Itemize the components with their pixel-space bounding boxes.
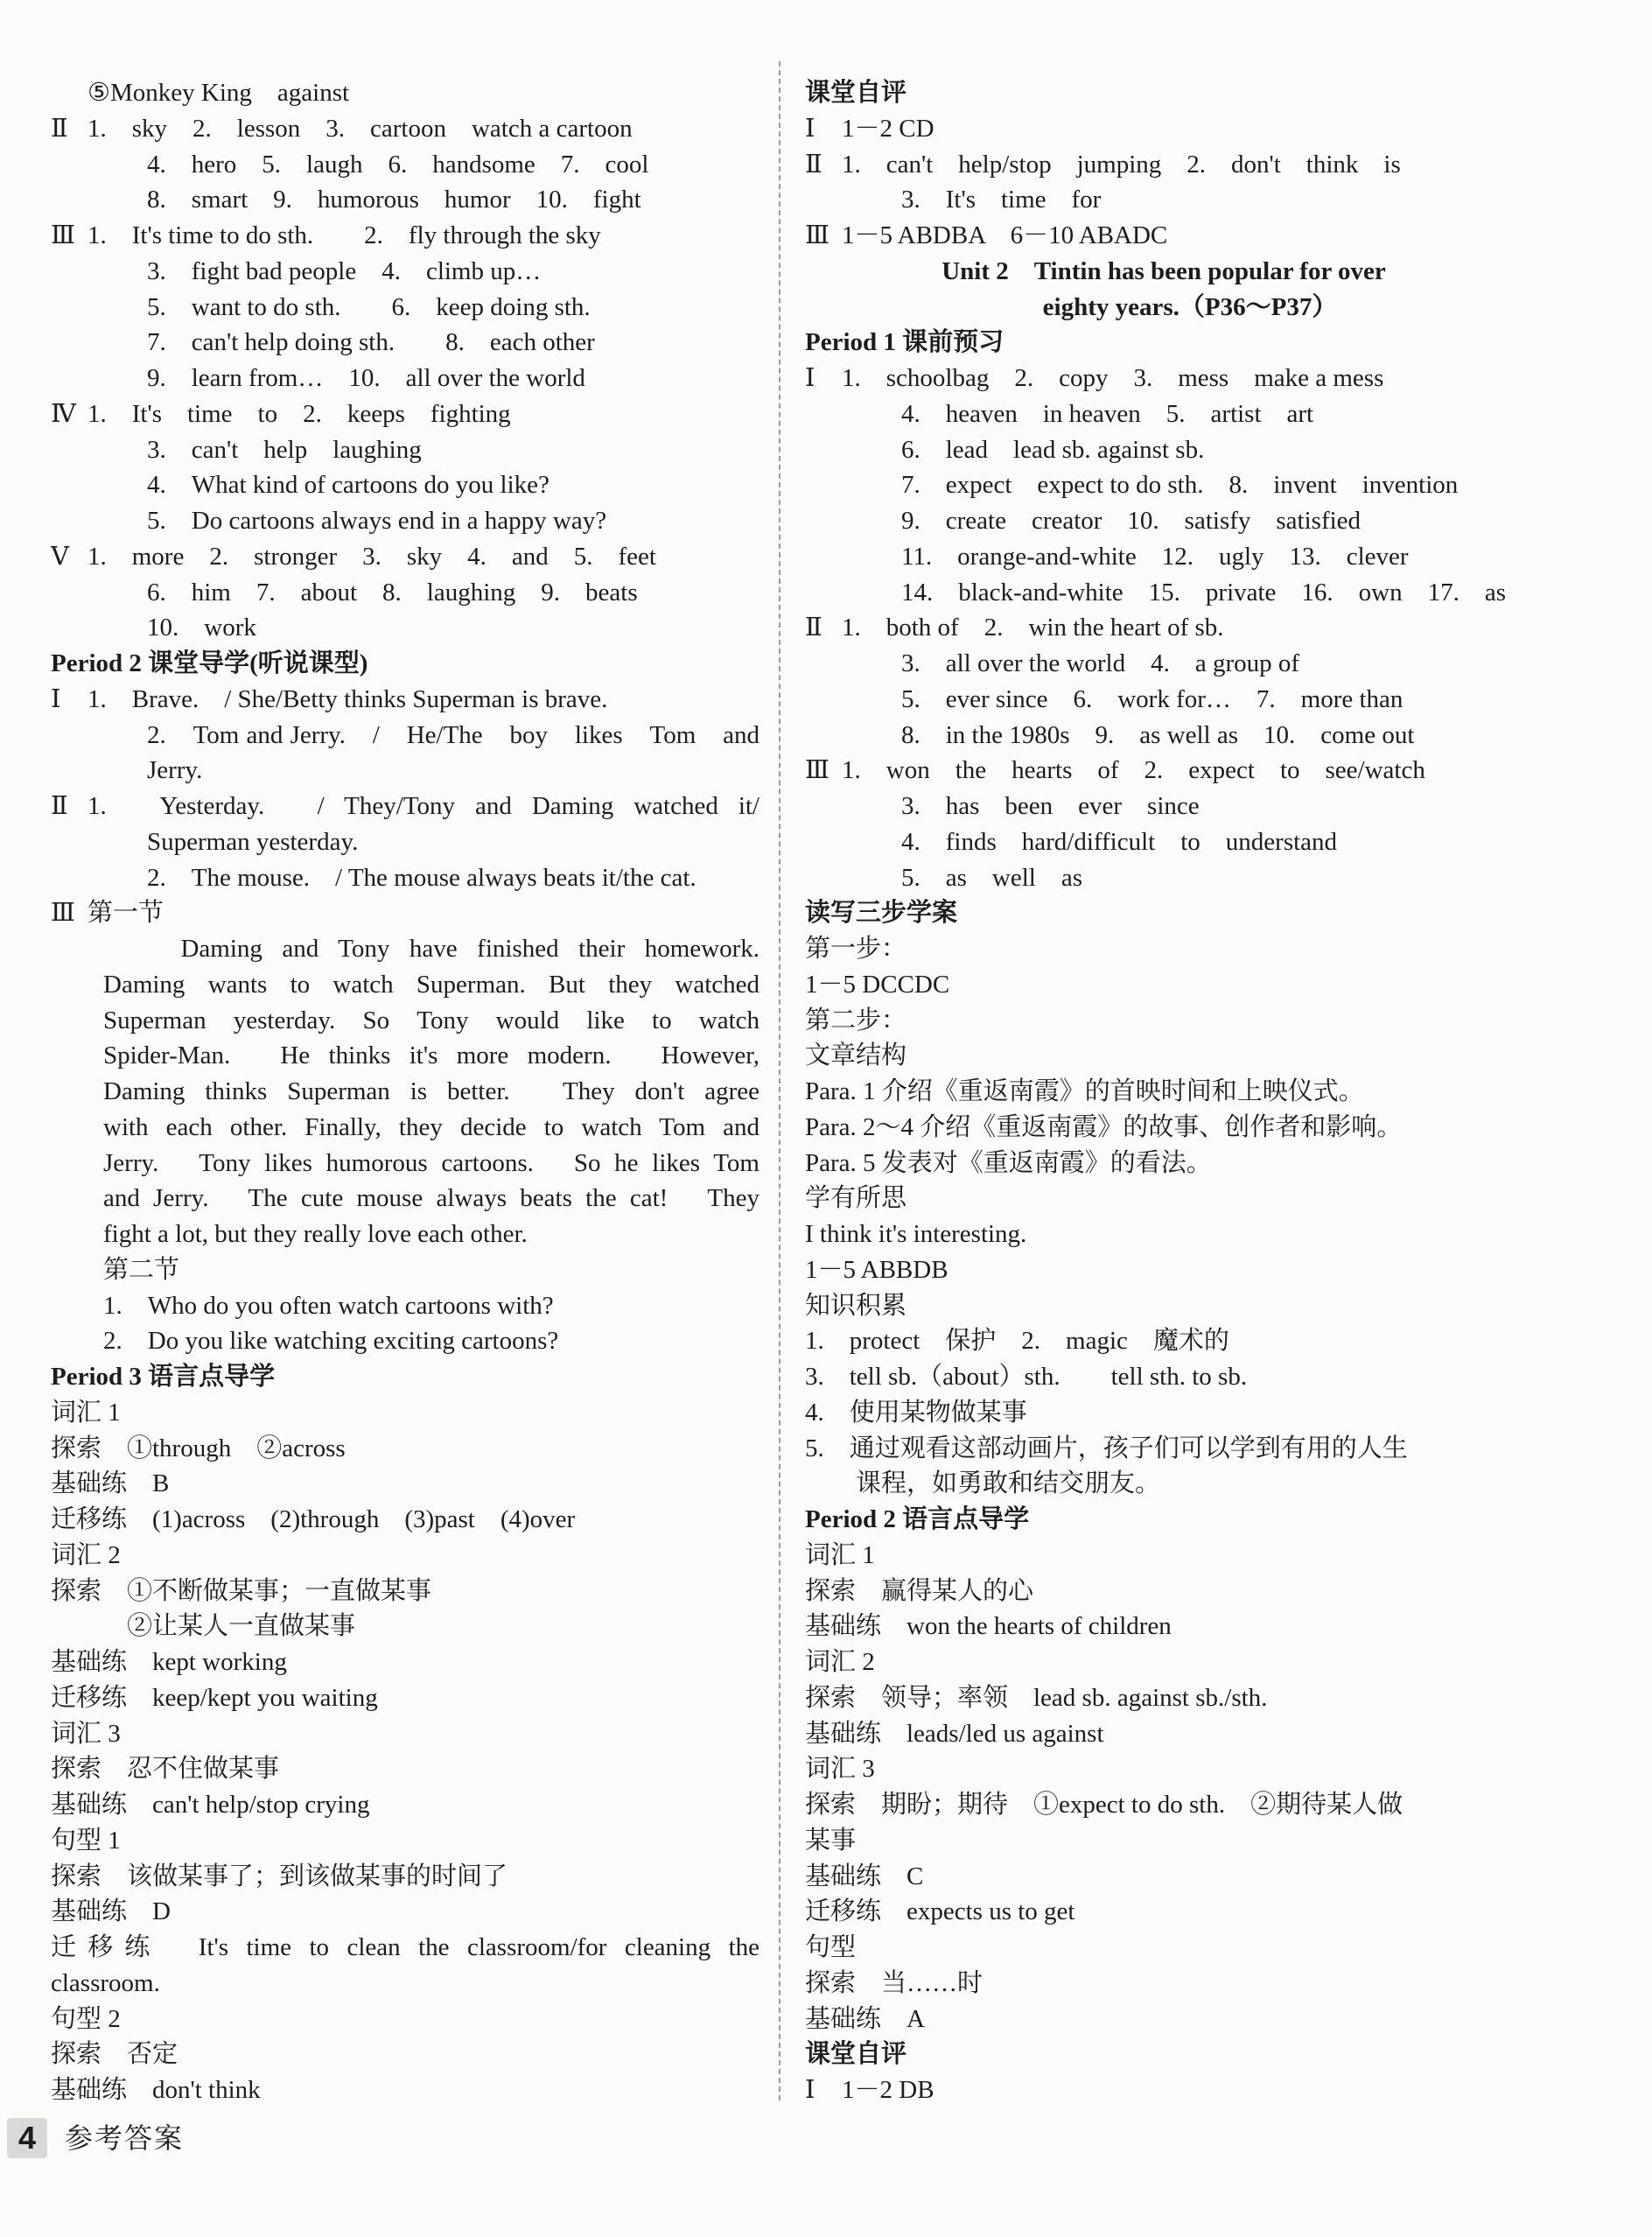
line-text: 探索 当……时 xyxy=(805,1968,984,1997)
line-text: 3. has been ever since xyxy=(901,792,1200,820)
line-text: 1. can't help/stop jumping 2. don't think is xyxy=(842,150,1401,179)
line-text: 学有所思 xyxy=(805,1184,907,1213)
line-text: 5. ever since 6. work for… 7. more than xyxy=(901,684,1404,713)
line-text: 词汇 2 xyxy=(51,1540,121,1569)
section-marker: Ⅲ xyxy=(51,221,75,249)
left-line xyxy=(51,1074,760,1110)
left-line xyxy=(51,718,760,754)
line-text: 5. Do cartoons always end in a happy way? xyxy=(147,507,607,535)
right-line xyxy=(805,1110,1522,1146)
line-text: 课堂自评 xyxy=(805,2040,907,2069)
line-text: 4. finds hard/difficult to understand xyxy=(901,827,1338,856)
left-line xyxy=(51,1609,760,1644)
left-line xyxy=(51,824,760,860)
line-text: 基础练 A xyxy=(805,2004,925,2033)
left-line xyxy=(51,361,760,396)
line-text: 词汇 2 xyxy=(805,1648,875,1676)
left-line xyxy=(51,2037,760,2072)
line-text: 9. learn from… 10. all over the world xyxy=(147,364,585,392)
line-text: 2. Tom and Jerry. / He/The boy likes Tom and xyxy=(147,720,760,749)
section-marker: Ⅰ xyxy=(51,684,61,713)
left-line xyxy=(51,1751,760,1787)
line-text: 探索 该做某事了；到该做某事的时间了 xyxy=(51,1862,508,1890)
line-text: 6. lead lead sb. against sb. xyxy=(901,435,1205,464)
left-line xyxy=(51,1644,760,1680)
line-text: 3. fight bad people 4. climb up… xyxy=(147,256,542,285)
left-line xyxy=(51,1966,760,2002)
left-line xyxy=(51,931,760,967)
line-text: 课程，如勇敢和结交朋友。 xyxy=(805,1469,1161,1498)
left-line xyxy=(51,1252,760,1288)
left-line xyxy=(51,182,760,218)
line-text: Period 2 课堂导学(听说课型) xyxy=(51,649,368,677)
right-line xyxy=(805,789,1522,824)
left-line xyxy=(51,895,760,931)
right-line xyxy=(805,931,1522,967)
right-line xyxy=(805,1538,1522,1574)
right-line xyxy=(805,503,1522,539)
right-line xyxy=(805,1395,1522,1431)
line-text: Superman yesterday. xyxy=(147,827,359,856)
line-text: Period 1 课前预习 xyxy=(805,328,1004,357)
page-number: 4 xyxy=(7,2118,47,2158)
line-text: 第二节 xyxy=(103,1255,180,1284)
left-line xyxy=(51,1823,760,1859)
right-line xyxy=(805,75,1522,111)
left-line xyxy=(51,1716,760,1752)
left-line xyxy=(51,147,760,183)
line-text: 基础练 don't think xyxy=(51,2076,261,2104)
left-line xyxy=(51,1466,760,1502)
line-text: 词汇 1 xyxy=(805,1540,875,1569)
right-line xyxy=(805,895,1522,931)
left-line xyxy=(51,1217,760,1252)
left-line xyxy=(51,1038,760,1074)
right-line xyxy=(805,860,1522,896)
left-line xyxy=(51,753,760,789)
line-text: 1. It's time to 2. keeps fighting xyxy=(88,399,511,428)
left-line xyxy=(51,1680,760,1716)
left-line xyxy=(51,1395,760,1431)
line-text: 1. won the hearts of 2. expect to see/watch xyxy=(842,756,1425,785)
line-text: 迁移练 expects us to get xyxy=(805,1897,1075,1926)
right-line xyxy=(805,2037,1522,2072)
right-line xyxy=(805,1859,1522,1895)
line-text: 第一节 xyxy=(88,899,164,928)
left-line xyxy=(51,860,760,896)
section-marker: Ⅴ xyxy=(51,542,69,571)
line-text: 3. tell sb.（about）sth. tell sth. to sb. xyxy=(805,1363,1248,1391)
section-marker: Ⅲ xyxy=(51,899,75,928)
right-line xyxy=(805,539,1522,575)
line-text: with each other. Finally, they decide to watch Tom and xyxy=(103,1112,760,1141)
left-line xyxy=(51,610,760,646)
line-text: 1. both of 2. win the heart of sb. xyxy=(842,614,1224,642)
right-line xyxy=(805,646,1522,682)
line-text: 6. him 7. about 8. laughing 9. beats xyxy=(147,578,638,607)
line-text: 2. The mouse. / The mouse always beats it/the cat. xyxy=(147,863,696,892)
right-line xyxy=(805,1003,1522,1039)
section-marker: Ⅱ xyxy=(51,114,68,143)
left-line xyxy=(51,789,760,824)
right-line xyxy=(805,1359,1522,1395)
right-line xyxy=(805,1502,1522,1538)
right-line xyxy=(805,2072,1522,2108)
line-text: 基础练 D xyxy=(51,1897,171,1926)
left-line xyxy=(51,1146,760,1182)
left-line xyxy=(51,1181,760,1217)
line-text: 探索 忍不住做某事 xyxy=(51,1755,280,1784)
line-text: 3. It's time for xyxy=(901,186,1102,214)
right-line xyxy=(805,1288,1522,1324)
section-marker: Ⅱ xyxy=(805,614,822,642)
right-line xyxy=(805,1038,1522,1074)
line-text: 4. What kind of cartoons do you like? xyxy=(147,471,550,500)
line-text: 词汇 3 xyxy=(805,1755,875,1784)
left-line xyxy=(51,503,760,539)
left-line xyxy=(51,646,760,682)
section-marker: Ⅱ xyxy=(805,150,822,179)
line-text: 1. schoolbag 2. copy 3. mess make a mess xyxy=(842,364,1384,392)
line-text: 句型 1 xyxy=(51,1826,121,1855)
right-line xyxy=(805,1431,1522,1467)
line-text: 基础练 C xyxy=(805,1862,924,1890)
left-line xyxy=(51,1787,760,1823)
left-line xyxy=(51,1930,760,1966)
right-line xyxy=(805,1894,1522,1930)
left-line xyxy=(51,575,760,611)
line-text: 9. create creator 10. satisfy satisfied xyxy=(901,507,1362,535)
line-text: 2. Do you like watching exciting cartoons? xyxy=(103,1327,559,1356)
section-marker: Ⅰ xyxy=(805,364,816,392)
section-marker: Ⅱ xyxy=(51,792,68,820)
right-line xyxy=(805,467,1522,503)
left-line xyxy=(51,218,760,254)
left-line xyxy=(51,1538,760,1574)
line-text: ②让某人一直做某事 xyxy=(51,1612,356,1641)
left-line xyxy=(51,75,760,111)
right-line xyxy=(805,575,1522,611)
left-line xyxy=(51,967,760,1003)
left-line xyxy=(51,290,760,326)
left-line xyxy=(51,1110,760,1146)
line-text: I think it's interesting. xyxy=(805,1220,1027,1248)
line-text: 词汇 3 xyxy=(51,1719,121,1748)
line-text: 8. smart 9. humorous humor 10. fight xyxy=(147,186,641,214)
line-text: 基础练 won the hearts of children xyxy=(805,1612,1172,1641)
right-line xyxy=(805,718,1522,754)
right-line xyxy=(805,361,1522,396)
line-text: 1. It's time to do sth. 2. fly through the sky xyxy=(88,221,601,249)
right-line xyxy=(805,1323,1522,1359)
line-text: 迁移练 (1)across (2)through (3)past (4)over xyxy=(51,1505,576,1533)
right-line xyxy=(805,1181,1522,1217)
line-text: 7. expect expect to do sth. 8. invent invention xyxy=(901,471,1459,500)
left-line xyxy=(51,325,760,361)
line-text: 4. heaven in heaven 5. artist art xyxy=(901,399,1314,428)
right-line xyxy=(805,290,1522,326)
line-text: 1－5 ABBDB xyxy=(805,1255,948,1284)
right-line xyxy=(805,2002,1522,2037)
line-text: 1. protect 保护 2. magic 魔术的 xyxy=(805,1327,1229,1356)
line-text: 迁移练 keep/kept you waiting xyxy=(51,1683,378,1712)
left-line xyxy=(51,1574,760,1609)
right-line xyxy=(805,1787,1522,1823)
right-line xyxy=(805,1823,1522,1859)
line-text: 10. work xyxy=(147,614,256,642)
section-marker: Ⅳ xyxy=(51,399,76,428)
line-text: 基础练 B xyxy=(51,1469,170,1498)
line-text: eighty years.（P36～P37） xyxy=(1042,292,1338,321)
left-line xyxy=(51,1502,760,1538)
line-text: 1－5 ABDBA 6－10 ABADC xyxy=(842,221,1168,249)
right-line xyxy=(805,325,1522,361)
left-line xyxy=(51,1359,760,1395)
right-line xyxy=(805,1716,1522,1752)
line-text: 8. in the 1980s 9. as well as 10. come out xyxy=(901,720,1415,749)
line-text: 探索 ①不断做某事；一直做某事 xyxy=(51,1576,432,1605)
right-line xyxy=(805,111,1522,147)
line-text: 第一步： xyxy=(805,935,907,963)
line-text: 3. can't help laughing xyxy=(147,435,422,464)
left-line xyxy=(51,432,760,468)
line-text: 基础练 can't help/stop crying xyxy=(51,1791,370,1819)
line-text: 1. Yesterday. / They/Tony and Daming watched it/ xyxy=(88,792,760,820)
right-line xyxy=(805,1644,1522,1680)
line-text: 1－2 DB xyxy=(842,2076,934,2104)
line-text: 迁移练 It's time to clean the classroom/for cleaning the xyxy=(51,1933,760,1961)
right-line xyxy=(805,1217,1522,1252)
left-line xyxy=(51,111,760,147)
right-line xyxy=(805,1966,1522,2002)
right-line xyxy=(805,753,1522,789)
line-text: 课堂自评 xyxy=(805,79,907,107)
line-text: 1. more 2. stronger 3. sky 4. and 5. feet xyxy=(88,542,656,571)
line-text: Period 2 语言点导学 xyxy=(805,1505,1030,1533)
line-text: 1－2 CD xyxy=(842,114,934,143)
line-text: 基础练 kept working xyxy=(51,1648,287,1676)
line-text: 1－5 DCCDC xyxy=(805,970,950,999)
section-marker: Ⅰ xyxy=(805,2076,816,2104)
right-line xyxy=(805,1574,1522,1609)
line-text: 4. hero 5. laugh 6. handsome 7. cool xyxy=(147,150,649,179)
footer-label: 参考答案 xyxy=(65,2122,185,2154)
line-text: 某事 xyxy=(805,1826,857,1855)
line-text: 1. Brave. / She/Betty thinks Superman is brave. xyxy=(88,684,608,713)
line-text: Para. 5 发表对《重返南霞》的看法。 xyxy=(805,1148,1212,1177)
line-text: Spider-Man. He thinks it's more modern. However, xyxy=(103,1041,760,1070)
line-text: 句型 xyxy=(805,1933,857,1961)
left-line xyxy=(51,1859,760,1895)
line-text: Jerry. Tony likes humorous cartoons. So he likes Tom xyxy=(103,1148,760,1177)
left-line xyxy=(51,1003,760,1039)
line-text: 5. want to do sth. 6. keep doing sth. xyxy=(147,292,591,321)
line-text: 1. Who do you often watch cartoons with? xyxy=(103,1291,554,1320)
right-line xyxy=(805,254,1522,290)
line-text: 词汇 1 xyxy=(51,1398,121,1427)
right-line xyxy=(805,396,1522,432)
left-line xyxy=(51,1431,760,1467)
line-text: and Jerry. The cute mouse always beats the cat! They xyxy=(103,1184,760,1213)
section-marker: Ⅲ xyxy=(805,756,830,785)
right-line xyxy=(805,432,1522,468)
right-line xyxy=(805,1680,1522,1716)
right-line xyxy=(805,147,1522,183)
left-line xyxy=(51,1894,760,1930)
left-column xyxy=(51,75,760,2108)
section-marker: Ⅲ xyxy=(805,221,830,249)
line-text: 第二步： xyxy=(805,1006,907,1034)
right-line xyxy=(805,610,1522,646)
right-line xyxy=(805,682,1522,718)
left-line xyxy=(51,396,760,432)
right-line xyxy=(805,1074,1522,1110)
left-line xyxy=(51,682,760,718)
right-line xyxy=(805,1146,1522,1182)
line-text: 14. black-and-white 15. private 16. own 17. as xyxy=(901,578,1507,607)
right-line xyxy=(805,218,1522,254)
line-text: classroom. xyxy=(51,1968,160,1997)
line-text: 句型 2 xyxy=(51,2004,121,2033)
line-text: 探索 ①through ②across xyxy=(51,1434,346,1462)
left-line xyxy=(51,539,760,575)
line-text: Period 3 语言点导学 xyxy=(51,1363,276,1391)
line-text: 5. as well as xyxy=(901,863,1082,892)
line-text: Daming wants to watch Superman. But they watched xyxy=(103,970,760,999)
left-line xyxy=(51,467,760,503)
line-text: 11. orange-and-white 12. ugly 13. clever xyxy=(901,542,1409,571)
line-text: Para. 1 介绍《重返南霞》的首映时间和上映仪式。 xyxy=(805,1077,1364,1105)
line-text: 基础练 leads/led us against xyxy=(805,1719,1104,1748)
right-line xyxy=(805,182,1522,218)
right-column xyxy=(805,75,1522,2108)
line-text: Daming and Tony have finished their homework. xyxy=(103,935,760,963)
section-marker: Ⅰ xyxy=(805,114,816,143)
line-text: 4. 使用某物做某事 xyxy=(805,1398,1027,1427)
line-text: fight a lot, but they really love each other. xyxy=(103,1220,528,1248)
left-line xyxy=(51,2072,760,2108)
left-line xyxy=(51,1323,760,1359)
line-text: Unit 2 Tintin has been popular for over xyxy=(942,256,1386,285)
line-text: 文章结构 xyxy=(805,1041,907,1070)
line-text: Jerry. xyxy=(147,756,203,785)
line-text: 1. sky 2. lesson 3. cartoon watch a cartoon xyxy=(88,114,633,143)
line-text: 探索 期盼；期待 ①expect to do sth. ②期待某人做 xyxy=(805,1791,1404,1819)
line-text: 知识积累 xyxy=(805,1291,907,1320)
right-line xyxy=(805,824,1522,860)
line-text: 读写三步学案 xyxy=(805,899,958,928)
left-line xyxy=(51,254,760,290)
right-line xyxy=(805,1252,1522,1288)
line-text: Daming thinks Superman is better. They don't agree xyxy=(103,1077,760,1105)
column-divider xyxy=(779,61,780,2100)
line-text: 3. all over the world 4. a group of xyxy=(901,649,1300,677)
line-text: Para. 2～4 介绍《重返南霞》的故事、创作者和影响。 xyxy=(805,1112,1403,1141)
line-text: ⑤Monkey King against xyxy=(88,79,350,107)
right-line xyxy=(805,1609,1522,1644)
right-line xyxy=(805,1751,1522,1787)
right-line xyxy=(805,1466,1522,1502)
line-text: 5. 通过观看这部动画片，孩子们可以学到有用的人生 xyxy=(805,1434,1408,1462)
line-text: 探索 否定 xyxy=(51,2040,178,2069)
left-line xyxy=(51,2002,760,2037)
line-text: 探索 领导；率领 lead sb. against sb./sth. xyxy=(805,1683,1268,1712)
right-line xyxy=(805,1930,1522,1966)
line-text: Superman yesterday. So Tony would like to watch xyxy=(103,1006,760,1034)
left-line xyxy=(51,1288,760,1324)
right-line xyxy=(805,967,1522,1003)
line-text: 7. can't help doing sth. 8. each other xyxy=(147,328,595,357)
line-text: 探索 赢得某人的心 xyxy=(805,1576,1034,1605)
